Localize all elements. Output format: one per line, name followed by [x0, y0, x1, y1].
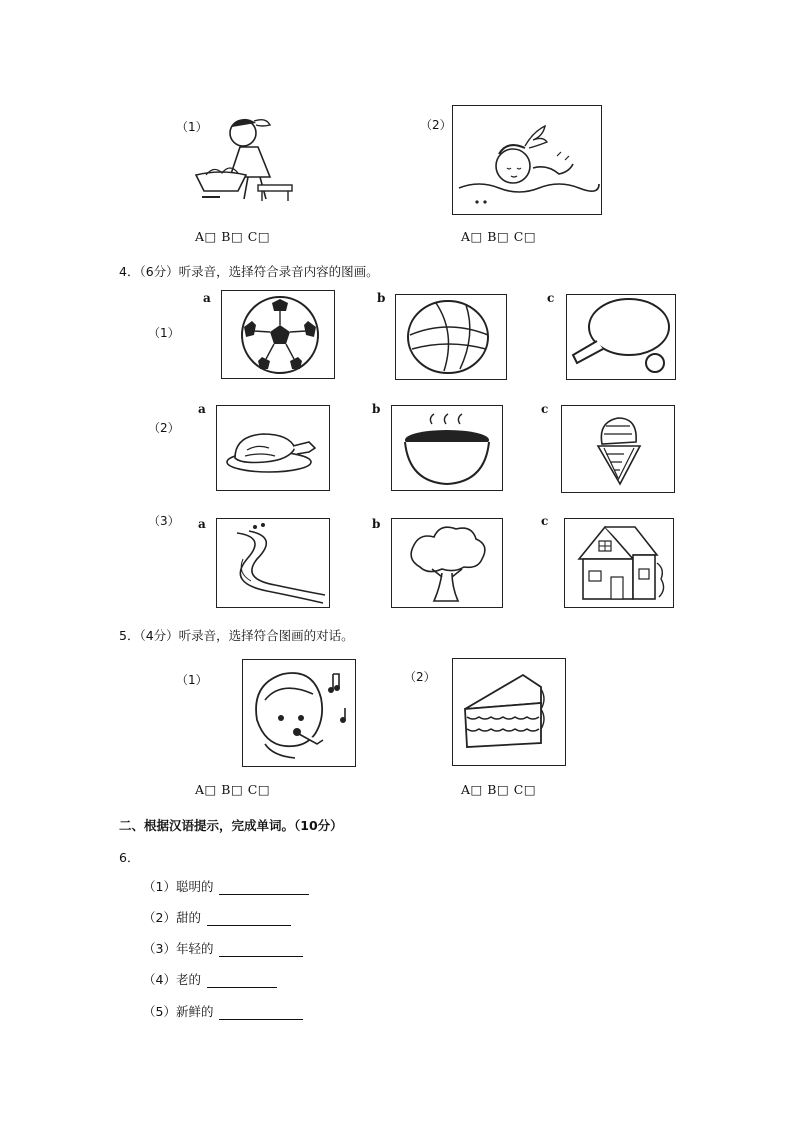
q6-item-4-label: （4）老的 — [143, 972, 201, 987]
q6-item-1 — [143, 877, 309, 895]
bowl-of-noodles-picture[interactable] — [391, 405, 503, 491]
girl-swimming-picture — [452, 105, 602, 215]
option-letter-b: b — [372, 402, 381, 416]
part2-heading: 二、根据汉语提示，完成单词。（10分） — [119, 818, 343, 833]
q5-item-2-number: （2） — [404, 670, 436, 684]
soccer-ball-picture[interactable] — [221, 290, 335, 379]
q4-row-3-number: （3） — [148, 514, 180, 528]
answer-blank[interactable] — [207, 912, 291, 926]
answer-blank[interactable] — [219, 943, 303, 957]
tree-picture[interactable] — [391, 518, 503, 608]
answer-blank[interactable] — [207, 974, 277, 988]
q3-item-1-options[interactable]: A□ B□ C□ — [195, 229, 271, 244]
answer-blank[interactable] — [219, 881, 309, 895]
q5-title: 5．（4分）听录音，选择符合图画的对话。 — [119, 628, 354, 643]
option-letter-b: b — [372, 517, 381, 531]
river-picture[interactable] — [216, 518, 330, 608]
q6-item-3 — [143, 939, 303, 957]
answer-blank[interactable] — [219, 1006, 303, 1020]
q6-item-5-label: （5）新鲜的 — [143, 1004, 214, 1019]
ice-cream-cone-picture[interactable] — [561, 405, 675, 493]
q6-item-2 — [143, 908, 291, 926]
house-picture[interactable] — [564, 518, 674, 608]
q3-item-2-number: （2） — [420, 118, 452, 132]
option-letter-c: c — [547, 291, 555, 305]
option-letter-a: a — [198, 402, 206, 416]
q6-item-4 — [143, 970, 277, 988]
q6-item-5 — [143, 1002, 303, 1020]
q4-row-2-number: （2） — [148, 421, 180, 435]
q4-title: 4．（6分）听录音，选择符合录音内容的图画。 — [119, 264, 379, 279]
q4-row-1-number: （1） — [148, 326, 180, 340]
q3-item-1-number: （1） — [176, 120, 208, 134]
option-letter-a: a — [198, 517, 206, 531]
roast-chicken-picture[interactable] — [216, 405, 330, 491]
girl-washing-clothes-picture — [188, 105, 318, 215]
girl-singing-picture — [242, 659, 356, 767]
q6-item-3-label: （3）年轻的 — [143, 941, 214, 956]
option-letter-c: c — [541, 514, 549, 528]
q6-item-2-label: （2）甜的 — [143, 910, 201, 925]
q6-number: 6． — [119, 850, 140, 865]
option-letter-a: a — [203, 291, 211, 305]
q3-item-2-options[interactable]: A□ B□ C□ — [461, 229, 537, 244]
q5-item-1-options[interactable]: A□ B□ C□ — [195, 782, 271, 797]
q5-item-1-number: （1） — [176, 673, 208, 687]
option-letter-b: b — [377, 291, 386, 305]
q5-item-2-options[interactable]: A□ B□ C□ — [461, 782, 537, 797]
option-letter-c: c — [541, 402, 549, 416]
ping-pong-paddle-picture[interactable] — [566, 294, 676, 380]
q6-item-1-label: （1）聪明的 — [143, 879, 214, 894]
sandwich-picture — [452, 658, 566, 766]
basketball-picture[interactable] — [395, 294, 507, 380]
